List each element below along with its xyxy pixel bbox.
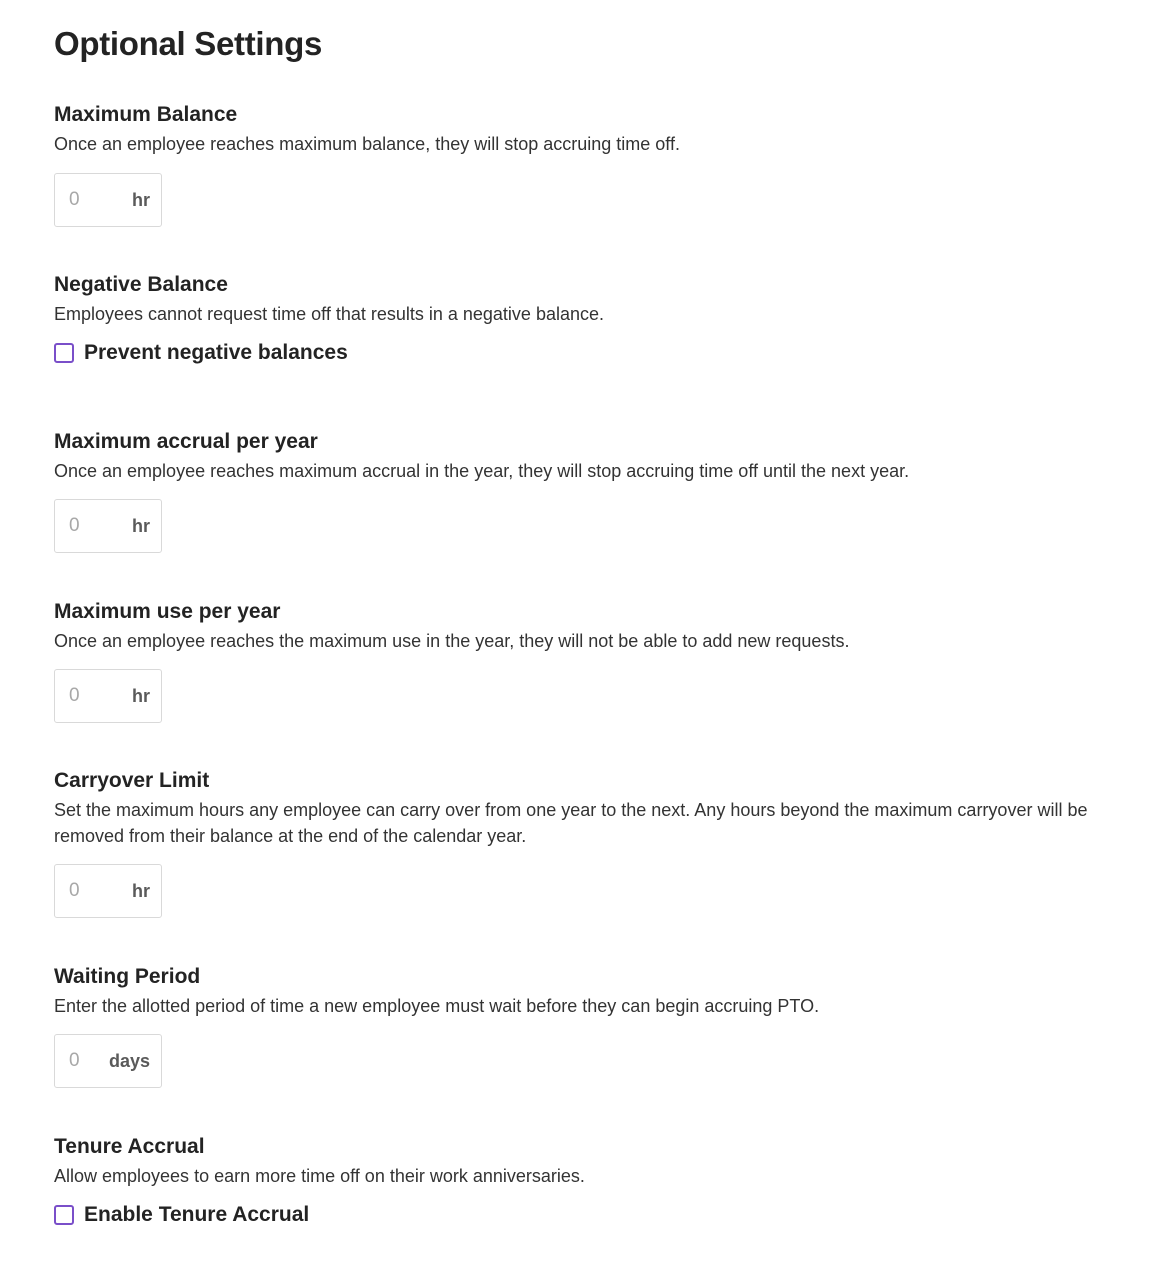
waiting-period-field <box>54 1034 162 1088</box>
prevent-negative-balances-option[interactable] <box>54 341 1114 365</box>
page-title: Optional Settings <box>54 25 323 62</box>
max-accrual-field <box>54 499 162 553</box>
waiting-period-title: Waiting Period <box>54 965 201 988</box>
carryover-unit: hr <box>132 880 150 901</box>
negative-balance-description: Employees cannot request time off that results in a negative balance. <box>54 304 604 324</box>
max-use-field <box>54 669 162 723</box>
tenure-accrual-title: Tenure Accrual <box>54 1135 205 1158</box>
max-use-title: Maximum use per year <box>54 600 281 623</box>
max-accrual-unit: hr <box>132 515 150 536</box>
waiting-period-section <box>54 964 1114 1088</box>
carryover-description: Set the maximum hours any employee can carry over from one year to the next. Any hours beyond the maximum carryover will be removed from their balance at the end of the calendar year. <box>54 800 1088 846</box>
carryover-field <box>54 864 162 918</box>
prevent-negative-balances-label[interactable]: Prevent negative balances <box>84 341 348 364</box>
max-use-section <box>54 599 1114 723</box>
prevent-negative-balances-checkbox[interactable] <box>54 343 74 363</box>
max-balance-unit: hr <box>132 189 150 210</box>
max-balance-input[interactable] <box>69 189 109 211</box>
waiting-period-unit: days <box>108 1050 150 1071</box>
waiting-period-input[interactable] <box>69 1050 109 1072</box>
max-accrual-input[interactable] <box>69 515 109 537</box>
enable-tenure-accrual-label[interactable]: Enable Tenure Accrual <box>84 1203 310 1226</box>
negative-balance-section <box>54 272 1114 365</box>
max-balance-description: Once an employee reaches maximum balance, they will stop accruing time off. <box>54 134 680 154</box>
max-accrual-section <box>54 429 1114 553</box>
max-use-input[interactable] <box>69 685 109 707</box>
negative-balance-title: Negative Balance <box>54 273 228 296</box>
max-balance-section <box>54 102 1114 227</box>
enable-tenure-accrual-option[interactable] <box>54 1203 1114 1227</box>
max-accrual-title: Maximum accrual per year <box>54 430 318 453</box>
enable-tenure-accrual-checkbox[interactable] <box>54 1205 74 1225</box>
tenure-accrual-description: Allow employees to earn more time off on their work anniversaries. <box>54 1166 585 1186</box>
carryover-title: Carryover Limit <box>54 769 210 792</box>
max-use-unit: hr <box>132 685 150 706</box>
carryover-input[interactable] <box>69 880 109 902</box>
carryover-section <box>54 768 1114 918</box>
max-accrual-description: Once an employee reaches maximum accrual in the year, they will stop accruing time off until the next year. <box>54 461 910 481</box>
tenure-accrual-section <box>54 1134 1114 1227</box>
max-balance-field <box>54 173 162 227</box>
max-use-description: Once an employee reaches the maximum use in the year, they will not be able to add new requests. <box>54 631 850 651</box>
waiting-period-description: Enter the allotted period of time a new employee must wait before they can begin accruing PTO. <box>54 996 820 1016</box>
max-balance-title: Maximum Balance <box>54 103 238 126</box>
